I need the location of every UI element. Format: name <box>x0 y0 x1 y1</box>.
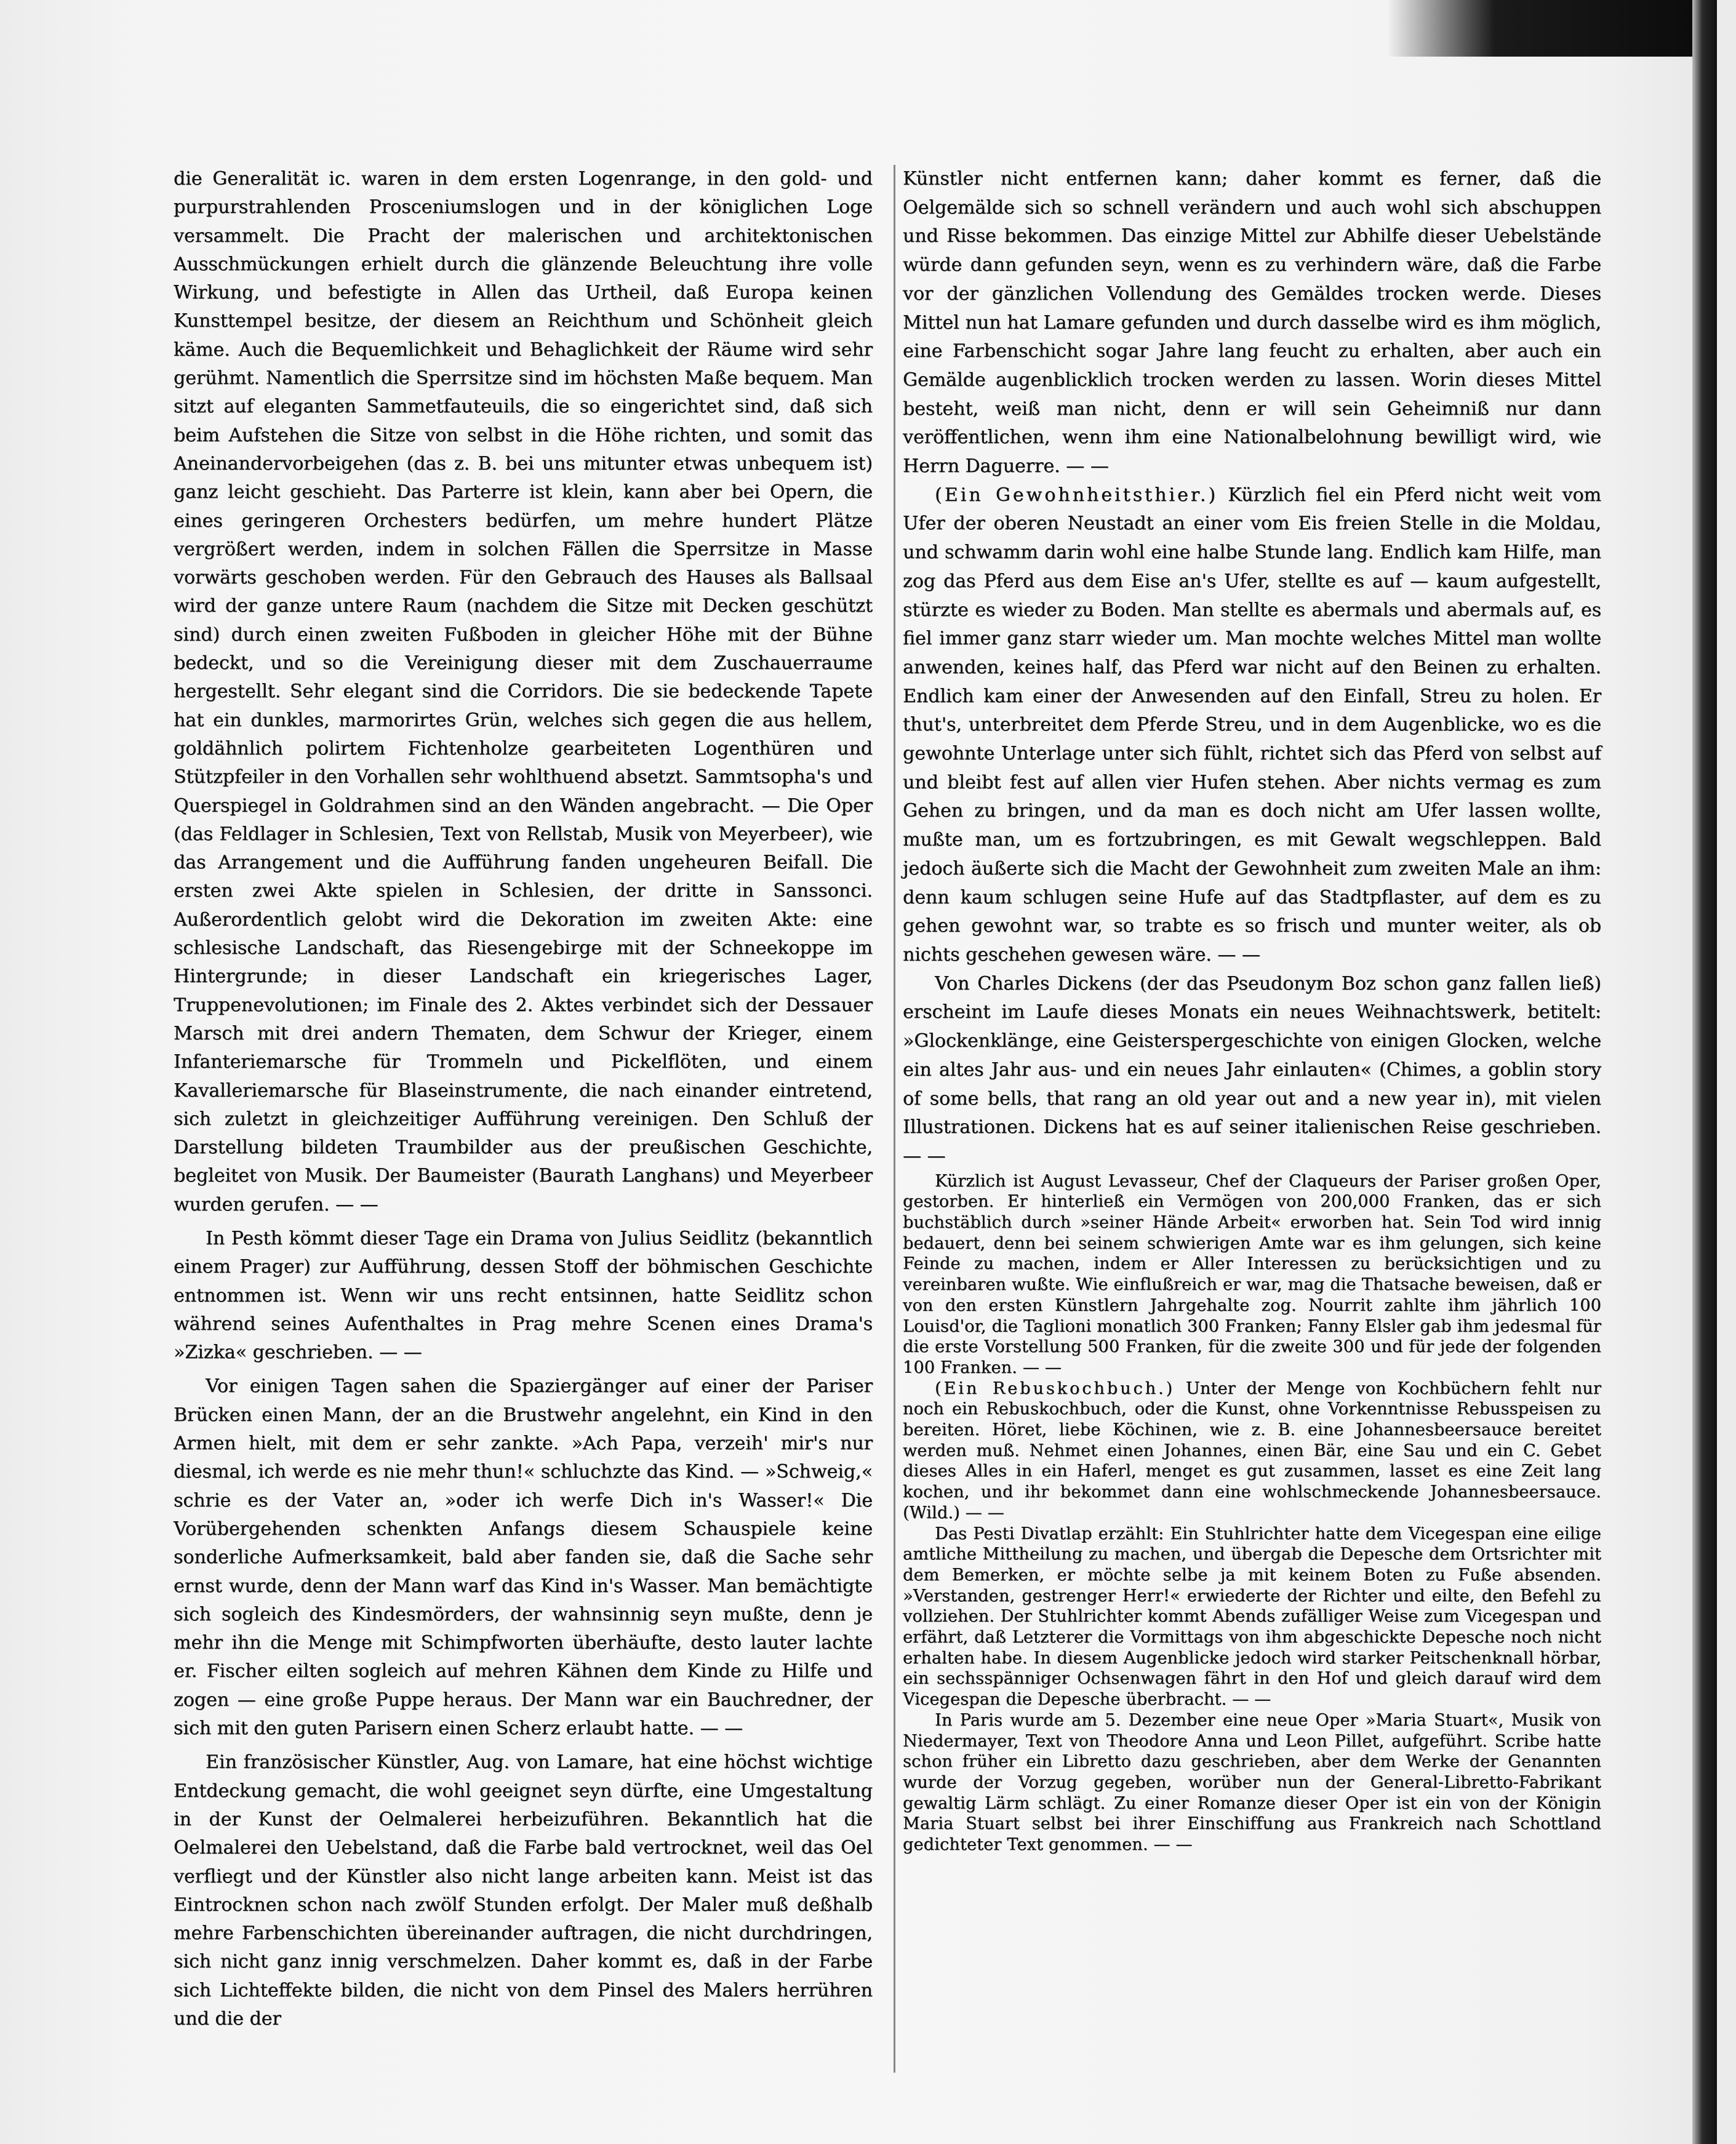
article-text: Unter der Menge von Kochbüchern fehlt nur noch ein Rebuskochbuch, oder die Kunst, ohne Vorkenntnisse Rebusspeisen zu bereiten. Höret, liebe Köchinen, wie z. B. eine Johannesbeersauce bereitet werden muß. Nehmet einen Johannes, einen Bär, eine Sau und ein C. Gebet dieses Alles in ein Haferl, menget es gut zusammen, lasset es eine Zeit lang kochen, und ihr bekommet dann eine wohlschmeckende Johannesbeersauce. (Wild.) — — <box>903 1378 1601 1522</box>
article-heading: (Ein Rebuskochbuch.) <box>935 1378 1175 1398</box>
paragraph-pesti-divatlap: Das Pesti Divatlap erzählt: Ein Stuhlrichter hatte dem Vicegespan eine eilige amtliche Mittheilung zu machen, und übergab die Depesche dem Ortsrichter mit dem Bemerken, er möchte selbe ja mit keinem Boten zu Fuße absenden. »Verstanden, gestrenger Herr!« erwiederte der Richter und eilte, den Befehl zu vollziehen. Der Stuhlrichter kommt Abends zufälliger Weise zum Vicegespan und erfährt, daß Letzterer die Vormittags von ihm abgeschickte Depesche noch nicht erhalten habe. In diesem Augenblicke jedoch wird starker Peitschenknall hörbar, ein sechsspänniger Ochsenwagen fährt in den Hof und gleich darauf wird dem Vicegespan die Depesche überbracht. — — <box>903 1524 1601 1710</box>
paragraph-pesth-drama: In Pesth kömmt dieser Tage ein Drama von Julius Seidlitz (bekanntlich einem Prager) zur Aufführung, dessen Stoff der böhmischen Geschichte entnommen ist. Wenn wir uns recht entsinnen, hatte Seidlitz schon während seines Aufenthaltes in Prag mehre Scenen eines Drama's »Zizka« geschrieben. — — <box>174 1227 873 1364</box>
binding-edge <box>1692 0 1717 2144</box>
paragraph-lamare: Ein französischer Künstler, Aug. von Lamare, hat eine höchst wichtige Entdeckung gemacht, die wohl geeignet seyn dürfte, eine Umgestaltung in der Kunst der Oelmalerei herbeizuführen. Bekanntlich hat die Oelmalerei den Uebelstand, daß die Farbe bald vertrocknet, weil das Oel verfliegt und der Künstler also nicht lange arbeiten kann. Meist ist das Eintrocknen schon nach zwölf Stunden erfolgt. Der Maler muß deßhalb mehre Farbenschichten übereinander auftragen, die nicht durchdringen, sich nicht ganz innig verschmelzen. Daher kommt es, daß in der Farbe sich Lichteffekte bilden, die nicht von dem Pinsel des Malers herrühren und die der <box>174 1751 873 2030</box>
page-corner-shadow <box>1387 0 1695 57</box>
paragraph-lamare-continued: Künstler nicht entfernen kann; daher kommt es ferner, daß die Oelgemälde sich so schnell verändern und auch wohl sich abschuppen und Risse bekommen. Das einzige Mittel zur Abhilfe dieser Uebelstände würde dann gefunden seyn, wenn es zu verhindern wäre, daß die Farbe vor der gänzlichen Vollendung des Gemäldes trocken werde. Dieses Mittel nun hat Lamare gefunden und durch dasselbe wird es ihm möglich, eine Farbenschicht sogar Jahre lang feucht zu erhalten, aber auch ein Gemälde augenblicklich trocken werden zu lassen. Worin dieses Mittel besteht, weiß man nicht, denn er will sein Geheimniß nur dann veröffentlichen, wenn ihm eine Nationalbelohnung bewilligt wird, wie Herrn Daguerre. — — <box>903 168 1601 478</box>
paragraph-rebuskochbuch <box>903 1378 1601 1524</box>
article-heading: (Ein Gewohnheitsthier.) <box>935 484 1218 506</box>
paragraph-dickens: Von Charles Dickens (der das Pseudonym Boz schon ganz fallen ließ) erscheint im Laufe dieses Monats ein neues Weihnachtswerk, betitelt: »Glockenklänge, eine Geisterspergeschichte von einigen Glocken, welche ein altes Jahr aus- und ein neues Jahr einlauten« (Chimes, a goblin story of some bells, that rang an old year out and a new year in), mit vielen Illustrationen. Dickens hat es auf seiner italienischen Reise geschrieben. — — <box>903 972 1601 1167</box>
paragraph-opera-house: die Generalität ic. waren in dem ersten Logenrange, in den gold- und purpurstrahlenden Prosceniumslogen und in der königlichen Loge versammelt. Die Pracht der malerischen und architektonischen Ausschmückungen erhielt durch die glänzende Beleuchtung ihre volle Wirkung, und befestigte in Allen das Urtheil, daß Europa keinen Kunsttempel besitze, der diesem an Reichthum und Schönheit gleich käme. Auch die Bequemlichkeit und Behaglichkeit der Räume wird sehr gerühmt. Namentlich die Sperrsitze sind im höchsten Maße bequem. Man sitzt auf eleganten Sammetfauteuils, die so eingerichtet sind, daß sich beim Aufstehen die Sitze von selbst in die Höhe richten, und somit das Aneinandervorbeigehen (das z. B. bei uns mitunter etwas unbequem ist) ganz leicht geschieht. Das Parterre ist klein, kann aber bei Opern, die eines geringeren Orchesters bedürfen, um mehre hundert Plätze vergrößert werden, indem in solchen Fällen die Sperrsitze in Masse vorwärts geschoben werden. Für den Gebrauch des Hauses als Ballsaal wird der ganze untere Raum (nachdem die Sitze mit Decken geschützt sind) durch einen zweiten Fußboden in gleicher Höhe mit der Bühne bedeckt, und so die Vereinigung dieser mit dem Zuschauerraume hergestellt. Sehr elegant sind die Corridors. Die sie bedeckende Tapete hat ein dunkles, marmorirtes Grün, welches sich gegen die aus hellem, goldähnlich polirtem Fichtenholze gearbeiteten Logenthüren und Stützpfeiler in den Vorhallen sehr wohlthuend absetzt. Sammtsopha's und Querspiegel in Goldrahmen sind an den Wänden angebracht. — Die Oper (das Feldlager in Schlesien, Text von Rellstab, Musik von Meyerbeer), wie das Arrangement und die Aufführung fanden ungeheuren Beifall. Die ersten zwei Akte spielen in Schlesien, der dritte in Sanssonci. Außerordentlich gelobt wird die Dekoration im zweiten Akte: eine schlesische Landschaft, das Riesengebirge mit der Schneekoppe im Hintergrunde; in dieser Landschaft ein kriegerisches Lager, Truppenevolutionen; im Finale des 2. Aktes verbindet sich der Dessauer Marsch mit drei andern Thematen, dem Schwur der Krieger, einem Infanteriemarsche für Trommeln und Pickelflöten, und einem Kavalleriemarsche für Blaseinstrumente, die nach einander eintretend, sich zuletzt in gleichzeitiger Aufführung vereinigen. Den Schluß der Darstellung bildeten Traumbilder aus der preußischen Geschichte, begleitet von Musik. Der Baumeister (Baurath Langhans) und Meyerbeer wurden gerufen. — — <box>174 168 873 1215</box>
paragraph-levasseur: Kürzlich ist August Levasseur, Chef der Claqueurs der Pariser großen Oper, gestorben. Er hinterließ ein Vermögen von 200,000 Franken, das er sich buchstäblich durch »seiner Hände Arbeit« erworben hat. Sein Tod wird innig bedauert, denn bei seinem schwierigen Amte war es ihm gelungen, sich keine Feinde zu machen, indem er Aller Interessen zu berücksichtigen und zu vereinbaren wußte. Wie einflußreich er war, mag die Thatsache beweisen, daß er von den ersten Künstlern Jahrgehalte zog. Nourrit zahlte ihm jährlich 100 Louisd'or, die Taglioni monatlich 300 Franken; Fanny Elsler gab ihm jedesmal für die erste Vorstellung 500 Franken, für die zweite 300 und für jede der folgenden 100 Franken. — — <box>903 1171 1601 1377</box>
column-divider <box>894 165 895 2073</box>
paragraph-maria-stuart: In Paris wurde am 5. Dezember eine neue Oper »Maria Stuart«, Musik von Niedermayer, Text von Theodore Anna und Leon Pillet, aufgeführt. Scribe hatte schon früher ein Libretto dazu geschrieben, aber dem Werke der Genannten wurde der Vorzug gegeben, worüber nun der General-Libretto-Fabrikant gewaltig Lärm schlägt. Zu einer Romanze dieser Oper ist ein von der Königin Maria Stuart selbst bei ihrer Einschiffung aus Frankreich nach Schottland gedichteter Text genommen. — — <box>903 1710 1601 1855</box>
right-column <box>903 165 1601 1855</box>
article-text: Kürzlich fiel ein Pferd nicht weit vom Ufer der oberen Neustadt an einer vom Eis freien Stelle in die Moldau, und schwamm darin wohl eine halbe Stunde lang. Endlich kam Hilfe, man zog das Pferd aus dem Eise an's Ufer, stellte es auf — kaum aufgestellt, stürzte es wieder zu Boden. Man stellte es abermals und abermals auf, es fiel immer ganz starr wieder um. Man mochte welches Mittel man wollte anwenden, keines half, das Pferd war nicht auf den Beinen zu erhalten. Endlich kam einer der Anwesenden auf den Einfall, Streu zu holen. Er thut's, unterbreitet dem Pferde Streu, und in dem Augenblicke, wo es die gewohnte Unterlage unter sich fühlt, richtet sich das Pferd von selbst auf und bleibt fest auf allen vier Hufen stehen. Aber nichts vermag es zum Gehen zu bringen, und da man es doch nicht am Ufer lassen wollte, mußte man, um es fortzubringen, es mit Gewalt wegschleppen. Bald jedoch äußerte sich die Macht der Gewohnheit zum zweiten Male an ihm: denn kaum schlugen seine Hufe auf das Stadtpflaster, auf dem es zu gehen gewohnt war, so trabte es so frisch und munter weiter, als ob nichts geschehen gewesen wäre. — — <box>903 484 1601 966</box>
paragraph-gewohnheitsthier <box>903 481 1601 970</box>
paragraph-paris-bridge: Vor einigen Tagen sahen die Spaziergänger auf einer der Pariser Brücken einen Mann, der an die Brustwehr angelehnt, ein Kind in den Armen hielt, mit dem er sehr zankte. »Ach Papa, verzeih' mir's nur diesmal, ich werde es nie mehr thun!« schluchzte das Kind. — »Schweig,« schrie es der Vater an, »oder ich werfe Dich in's Wasser!« Die Vorübergehenden schenkten Anfangs diesem Schauspiele keine sonderliche Aufmerksamkeit, bald aber fanden sie, daß die Sache sehr ernst wurde, denn der Mann warf das Kind in's Wasser. Man bemächtigte sich sogleich des Kindesmörders, der wahnsinnig seyn mußte, denn je mehr ihn die Menge mit Schimpfworten überhäufte, desto lauter lachte er. Fischer eilten sogleich auf mehren Kähnen dem Kinde zu Hilfe und zogen — eine große Puppe heraus. Der Mann war ein Bauchredner, der sich mit den guten Parisern einen Scherz erlaubt hatte. — — <box>174 1375 873 1740</box>
left-column <box>174 165 873 2033</box>
